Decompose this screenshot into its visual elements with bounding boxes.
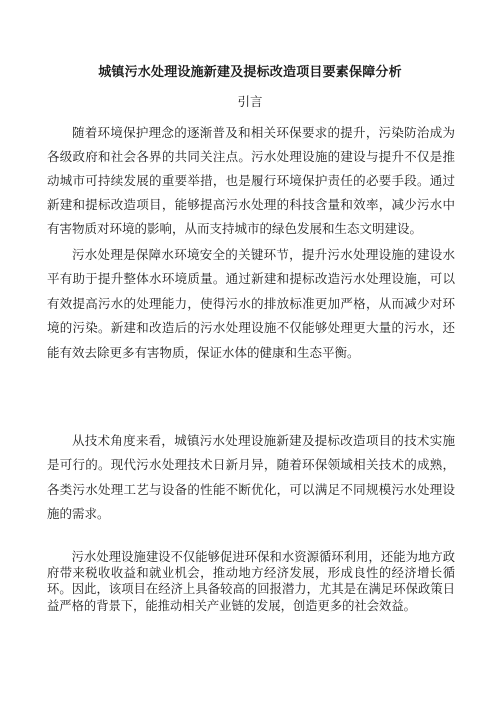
document-title: 城镇污水处理设施新建及提标改造项目要素保障分析 [98, 65, 402, 80]
paragraph-3: 从技术角度来看，城镇污水处理设施新建及提标改造项目的技术实施是可行的。现代污水处理技术日新月异，随着环保领域相关技术的成熟，各类污水处理工艺与设备的性能不断优化，可以满足不同规模污水处理设施的需求。 [47, 433, 455, 522]
section-heading: 引言 [237, 94, 263, 109]
paragraph-1: 随着环境保护理念的逐渐普及和相关环保要求的提升，污染防治成为各级政府和社会各界的共同关注点。污水处理设施的建设与提升不仅是推动城市可持续发展的重要举措，也是履行环境保护责任的必要手段。通过新建和提标改造项目，能够提高污水处理的科技含量和效率，减少污水中有害物质对环境的影响，从而支持城市的绿色发展和生态文明建设。 [47, 125, 455, 236]
paragraph-2: 污水处理是保障水环境安全的关键环节，提升污水处理设施的建设水平有助于提升整体水环境质量。通过新建和提标改造污水处理设施，可以有效提高污水的处理能力，使得污水的排放标准更加严格，从而减少对环境的污染。新建和改造后的污水处理设施不仅能够处理更大量的污水，还能有效去除更多有害物质，保证水体的健康和生态平衡。 [47, 247, 455, 360]
paragraph-4: 污水处理设施建设不仅能够促进环保和水资源循环利用，还能为地方政府带来税收收益和就业机会，推动地方经济发展，形成良性的经济增长循环。因此，该项目在经济上具备较高的回报潜力，尤其是在满足环保政策日益严格的背景下，能推动相关产业链的发展，创造更多的社会效益。 [47, 550, 455, 613]
